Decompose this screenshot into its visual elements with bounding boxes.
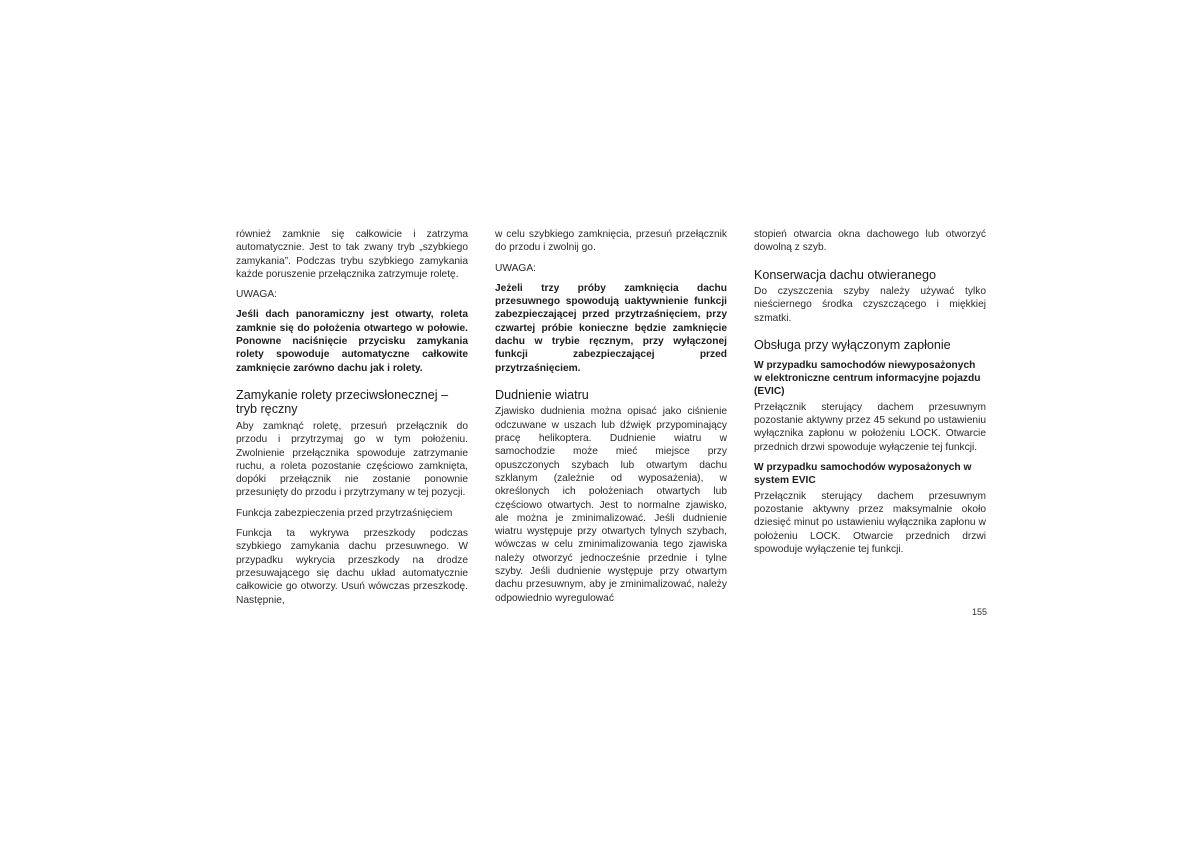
subheading-without-evic: W przypadku samochodów niewyposażonych w elektroniczne centrum informacyjne pojazdu (EVIC) [754,360,981,398]
paragraph-pinch-protection: Funkcja ta wykrywa przeszkody podczas szybkiego zamykania dachu przesuwnego. W przypadku wykrycia przeszkody na drodze przesuwającego się dachu układ automatycznie całkowicie go otworzy. Usuń wówczas przeszkodę. Następnie, [236,528,468,606]
heading-manual-blind: Zamykanie rolety przeciwsłonecznej – tryb ręczny [236,387,449,417]
note-label: UWAGA: [236,289,277,301]
paragraph-pinch-protection-title: Funkcja zabezpieczenia przed przytrzaśnięciem [236,507,453,519]
paragraph-fast-close-cont: w celu szybkiego zamknięcia, przesuń przełącznik do przodu i zwolnij go. [495,229,727,254]
column-right [754,228,986,563]
heading-maintenance: Konserwacja dachu otwieranego [754,267,937,282]
note-text-panoramic: Jeśli dach panoramiczny jest otwarty, roleta zamknie się do położenia otwartego w połowie. Ponowne naciśnięcie przycisku zamykania rolety spowoduje automatyczne całkowite zamknięcie zarówno dachu jak i rolety. [236,309,468,374]
column-middle [495,228,727,612]
subheading-with-evic: W przypadku samochodów wyposażonych w system EVIC [754,462,972,486]
paragraph-maintenance: Do czyszczenia szyby należy używać tylko nieściernego środka czyszczącego i miękkiej szmatki. [754,286,986,324]
paragraph-with-evic: Przełącznik sterujący dachem przesuwnym pozostanie aktywny przez maksymalnie około dziesięć minut po ustawieniu wyłącznika zapłonu w położeniu LOCK. Otwarcie przednich drzwi spowoduje wyłączenie tej funkcji. [754,490,986,555]
heading-ignition-off: Obsługa przy wyłączonym zapłonie [754,337,951,352]
paragraph-without-evic: Przełącznik sterujący dachem przesuwnym pozostanie aktywny przez 45 sekund po ustawieniu wyłącznika zapłonu w położeniu LOCK. Otwarcie przednich drzwi spowoduje wyłączenie tej funkcji. [754,401,986,453]
page-number: 155 [972,607,988,617]
heading-wind-buffeting: Dudnienie wiatru [495,387,589,402]
paragraph-fast-close: również zamknie się całkowicie i zatrzyma automatycznie. Jest to tak zwany tryb „szybkiego zamykania”. Podczas trybu szybkiego zamykania każde poruszenie przełącznika zatrzymuje roletę. [236,229,468,280]
paragraph-manual-blind: Aby zamknąć roletę, przesuń przełącznik do przodu i przytrzymaj go w tym położeniu. Zwolnienie przełącznika spowoduje zatrzymanie ruchu, a roleta pozostanie częściowo zamknięta, dopóki przełącznik nie zostanie ponownie przesunięty do przodu i przytrzymany w tej pozycji. [236,420,468,499]
paragraph-wind-buffeting-cont: stopień otwarcia okna dachowego lub otworzyć dowolną z szyb. [754,229,986,254]
column-left [236,228,468,614]
note-label: UWAGA: [495,262,536,274]
paragraph-wind-buffeting: Zjawisko dudnienia można opisać jako ciśnienie odczuwane w uszach lub dźwięk przypominający pracę helikoptera. Dudnienie wiatru w samochodzie może mieć miejsce przy opuszczonych szybach lub otwartym dachu szklanym (zależnie od wyposażenia), w określonych ich położeniach otwartych lub częściowo otwartych. Jest to normalne zjawisko, ale można je zminimalizować. Jeśli dudnienie wiatru występuje przy otwartych tylnych szybach, wówczas w celu zminimalizowania tego zjawiska należy otworzyć jednocześnie przednie i tylne szyby. Jeśli dudnienie występuje przy otwartym dachu przesuwnym, aby je zminimalizować, należy odpowiednio wyregulować [495,406,727,604]
note-text-three-attempts: Jeżeli trzy próby zamknięcia dachu przesuwnego spowodują uaktywnienie funkcji zabezpieczającej przed przytrzaśnięciem, przy czwartej próbie konieczne będzie zamknięcie dachu w trybie ręcznym, przy wyłączonej funkcji zabezpieczającej przed przytrzaśnięciem. [495,282,727,374]
